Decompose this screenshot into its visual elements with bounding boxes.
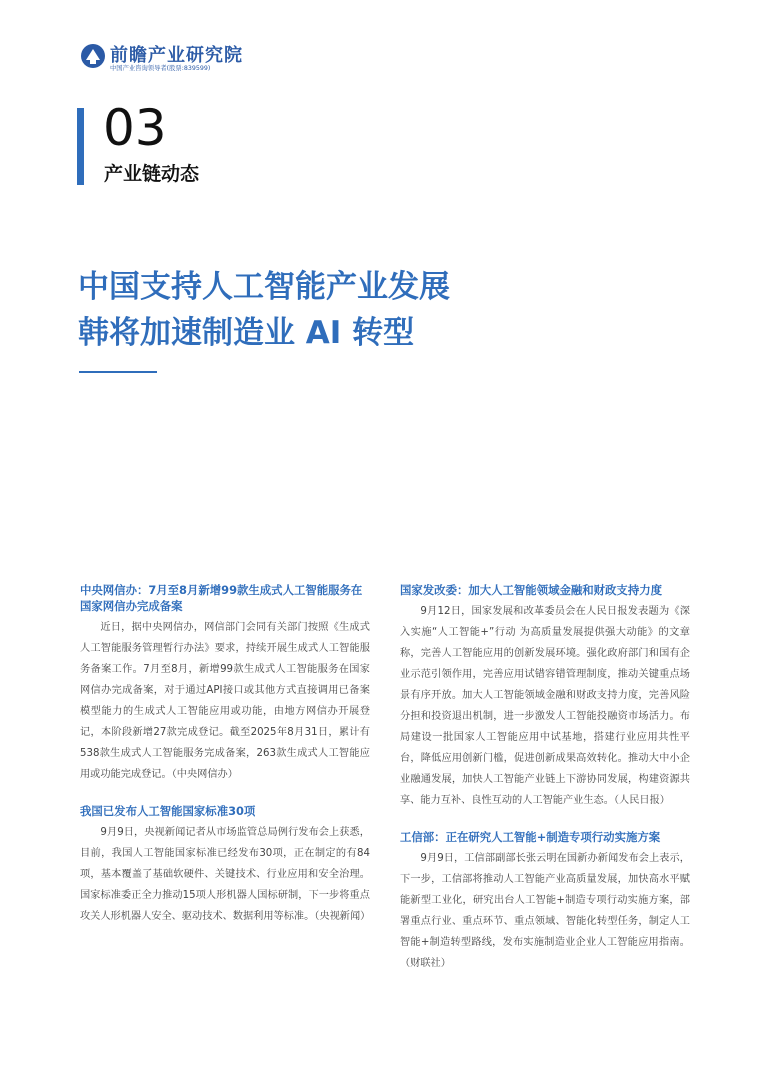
article-body: 近日，据中央网信办，网信部门会同有关部门按照《生成式人工智能服务管理暂行办法》要求，持续开展生成式人工智能服务备案工作。7月至8月，新增99款生成式人工智能服务在国家网信办完成备案，对于通过API接口或其他方式直接调用已备案模型能力的生成式人工智能应用或功能，由地方网信办开展登记，本阶段新增27款完成登记。截至2025年8月31日，累计有538款生成式人工智能服务完成备案，263款生成式人工智能应用或功能完成登记。（中央网信办） (80, 622, 370, 780)
section-number: 03 (103, 99, 167, 157)
article-title: 中央网信办：7月至8月新增99款生成式人工智能服务在国家网信办完成备案 (80, 583, 363, 613)
article-title: 工信部：正在研究人工智能+制造专项行动实施方案 (400, 830, 661, 844)
article-title: 国家发改委：加大人工智能领域金融和财政支持力度 (400, 583, 662, 597)
article-body: 9月9日，央视新闻记者从市场监管总局例行发布会上获悉，目前，我国人工智能国家标准已经发布30项，正在制定的有84项，基本覆盖了基础软硬件、关键技术、行业应用和安全治理。国家标准委正全力推动15项人形机器人国标研制，下一步将重点攻关人形机器人安全、驱动技术、数据利用等标准。（央视新闻） (80, 827, 371, 922)
left-column (80, 582, 370, 945)
article-miit-plan (400, 829, 690, 974)
brand-name: 前瞻产业研究院 (110, 45, 243, 66)
headline-divider (79, 371, 157, 373)
headline-line-1: 中国支持人工智能产业发展 (78, 269, 450, 305)
article-body: 9月12日，国家发展和改革委员会在人民日报发表题为《深入实施“人工智能+”行动 为高质量发展提供强大动能》的文章称，完善人工智能应用的创新发展环境。强化政府部门和国有企业示范引领作用，完善应用试错容错管理制度，推动关键重点场景有序开放。加大人工智能领域金融和财政支持力度，完善风险分担和投资退出机制，进一步激发人工智能投融资市场活力。布局建设一批国家人工智能应用中试基地，搭建行业应用共性平台，降低应用创新门槛，促进创新成果高效转化。推动大中小企业融通发展，加快人工智能产业链上下游协同发展，构建资源共享、能力互补、良性互动的人工智能产业生态。（人民日报） (400, 606, 690, 806)
right-column (400, 582, 690, 992)
article-cac-filing (80, 582, 370, 785)
headline-line-2: 韩将加速制造业 AI 转型 (78, 315, 415, 351)
page-headline (78, 264, 450, 356)
article-body: 9月9日，工信部副部长张云明在国新办新闻发布会上表示，下一步，工信部将推动人工智能产业高质量发展，加快高水平赋能新型工业化，研究出台人工智能+制造专项行动实施方案，部署重点行业、重点环节、重点领域、智能化转型任务，制定人工智能+制造转型路线，发布实施制造业企业人工智能应用指南。（财联社） (400, 853, 690, 969)
brand-mark-icon (80, 43, 106, 69)
section-title: 产业链动态 (104, 163, 200, 185)
article-title: 我国已发布人工智能国家标准30项 (80, 804, 256, 818)
section-accent-bar (77, 108, 84, 185)
article-ndrc-support (400, 582, 690, 811)
article-ai-standards (80, 803, 370, 927)
brand-subtitle: 中国产业咨询领导者(股票:839599) (110, 65, 211, 72)
